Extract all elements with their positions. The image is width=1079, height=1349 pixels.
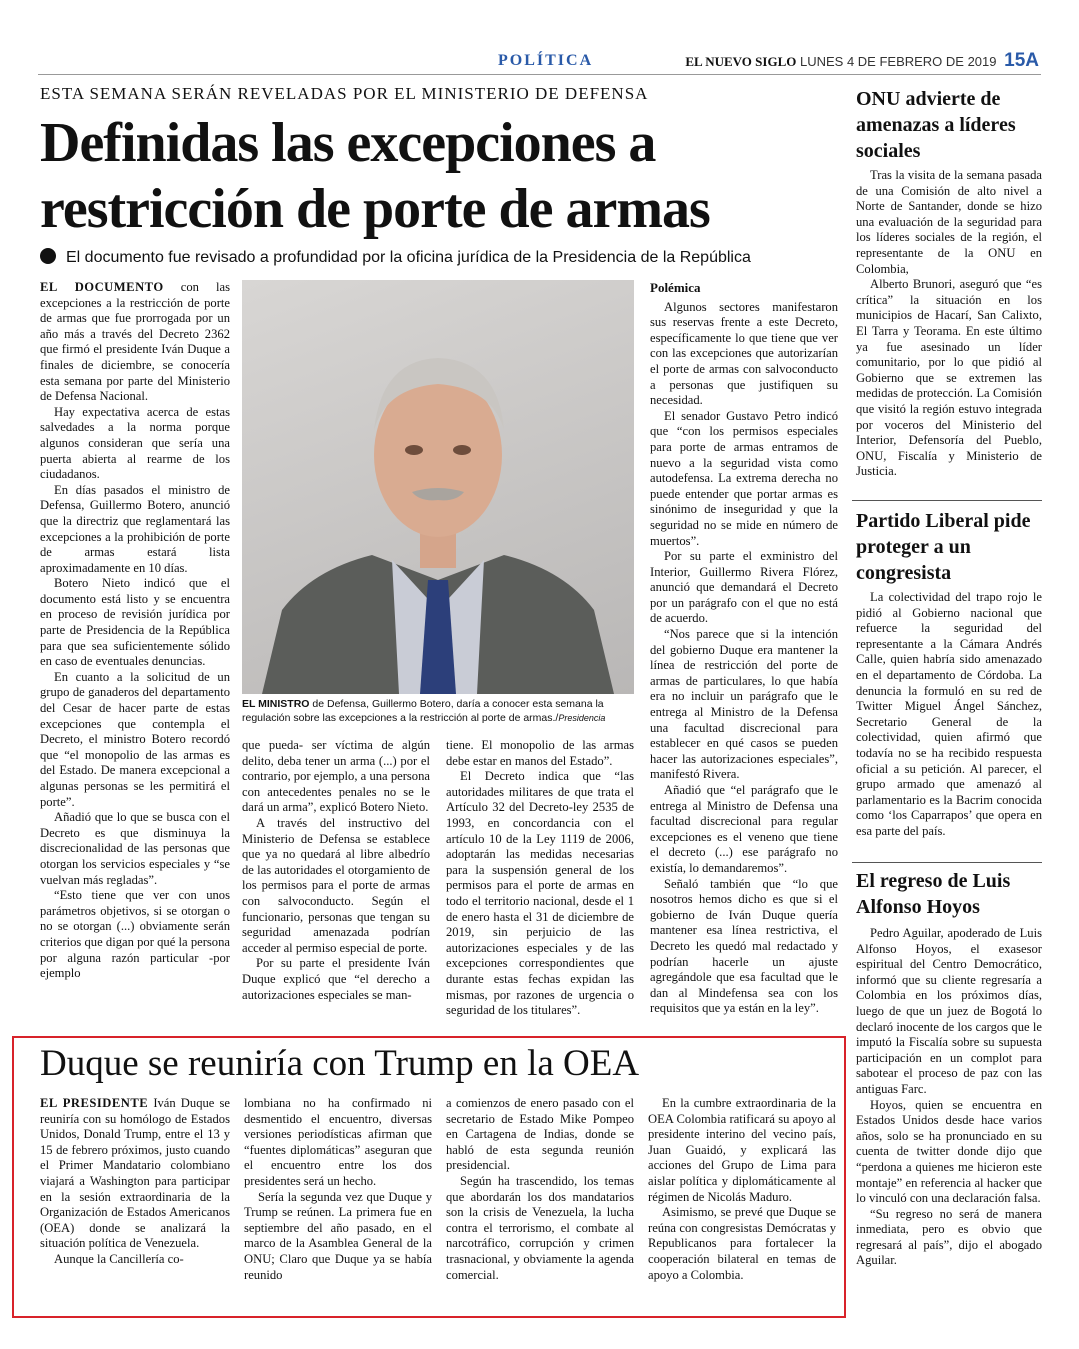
paragraph: Por su parte el exministro del Interior, Guillermo Rivera Flórez, anunció que demandará el Decreto por un parágrafo con el que no está de acuerdo. xyxy=(650,549,838,626)
paragraph: Aunque la Cancillería co- xyxy=(54,1251,184,1266)
paragraph: Añadió que “el parágrafo que le entrega al Ministro de Defensa una facultad discrecional para regular excepciones es el veneno que tiene el decreto (...) ese parágrafo no existía, lo demandaremos”. xyxy=(650,783,838,875)
sidebar-story-hoyos xyxy=(856,926,1042,1321)
box-headline: Duque se reuniría con Trump en la OEA xyxy=(40,1043,640,1084)
kicker: ESTA SEMANA SERÁN REVELADAS POR EL MINISTERIO DE DEFENSA xyxy=(40,84,649,103)
paragraph: Algunos sectores manifestaron sus reservas frente a este Decreto, específicamente lo que tiene que ver con las excepciones que autorizarían el porte de armas con salvoconducto a personas que justifiquen su necesidad. xyxy=(650,299,838,408)
box-column-1 xyxy=(40,1096,230,1306)
portrait-illustration xyxy=(242,280,634,694)
paragraph xyxy=(40,280,230,405)
minister-photo xyxy=(242,280,634,694)
paragraph: tiene. El monopolio de las armas debe estar en manos del Estado”. xyxy=(446,738,634,768)
lead-in: EL DOCUMENTO xyxy=(40,280,164,294)
paragraph xyxy=(40,1096,230,1252)
paragraph: “Su regreso no será de manera inmediata, pero es obvio que regresará al país”, dijo el abogado Aguilar. xyxy=(856,1206,1042,1268)
headline xyxy=(40,110,840,242)
paragraph: Por su parte el presidente Iván Duque explicó que “el derecho a autorizaciones especiales se man- xyxy=(242,956,430,1002)
headline-line-1: Definidas las excepciones a xyxy=(40,112,656,174)
subhead xyxy=(40,248,840,267)
box-column-3 xyxy=(446,1096,634,1306)
sidebar-headline-liberal: Partido Liberal pide proteger a un congresista xyxy=(856,510,1031,584)
masthead xyxy=(685,50,1039,72)
photo-caption xyxy=(242,697,634,725)
header-rule xyxy=(38,74,1041,75)
paragraph: Sería la segunda vez que Duque y Trump se reúnen. La primera fue en septiembre del año pasado, en el marco de la Asamblea General de la ONU; Claro que Duque ya se había reunido xyxy=(244,1189,432,1282)
paragraph-text: Iván Duque se reuniría con su homólogo de Estados Unidos, Donald Trump, entre el 13 y 15 de febrero próximos, justo cuando el Primer Mandatario colombiano viajará a Washington para participar en la sesión extraordinaria de la Organización de Estados Americanos (OEA) donde se analizará la situación política de Venezuela. xyxy=(40,1096,230,1251)
sidebar-headline-onu: ONU advierte de amenazas a líderes sociales xyxy=(856,88,1016,162)
paragraph: “Nos parece que si la intención del gobierno Duque era mantener la línea de restricción del porte de armas de particulares, lo que había era no incluir un parágrafo que le entrega al Ministro de la Defensa una facultad discrecional para establecer en qué casos se pueden hacer las autorizaciones especiales”, manifestó Rivera. xyxy=(650,627,838,782)
sidebar-story-liberal xyxy=(856,590,1042,858)
paragraph: Pedro Aguilar, apoderado de Luis Alfonso Hoyos, el exasesor espiritual del Centro Democrático, informó que su cliente regresaría a Colombia en los próximos días, luego de que un juez de Bogotá lo declaró inocente de los cargos que le imputó la Fiscalía sobre su supuesta participación en un complot para sabotear el proceso de paz con las antiguas Farc. xyxy=(856,926,1042,1096)
subsection-title: Polémica xyxy=(650,280,701,295)
paragraph: Hay expectativa acerca de estas salvedades a la norma porque algunos consideran que sería una puerta abierta al rearme de los ciudadanos. xyxy=(40,404,230,482)
paragraph: Alberto Brunori, aseguró que “es crítica” la situación en los municipios de Hacarí, San Calixto, El Tarra y Teorama. En este último ya fue asesinado un líder comunitario, por lo que pidió al Gobierno que se extremen las medidas de protección. La Comisión que visitó la región estuvo integrada por voceros del Ministerio del Interior, Defensoría del Pueblo, ONU, Fiscalía y Ministerio de Justicia. xyxy=(856,277,1042,479)
article-column-4 xyxy=(650,280,838,1030)
paragraph: La colectividad del trapo rojo le pidió al Gobierno nacional que refuerce la seguridad del representante a la Cámara Andrés Calle, quien habría sido amenazado en el departamento de Córdoba. La denuncia la formuló en su red de Twitter Miguel Ángel Sánchez, Secretario General de la colectividad, quien afirmó que todavía no se ha recibido respuesta oficial a su petición. Al parecer, el grupo armado que amenazó al parlamentario es la Bacrim conocida como ‘los Caparrapos’ que opera en esa parte del país. xyxy=(856,590,1042,838)
paragraph: Botero Nieto indicó que el documento está listo y se encuentra en proceso de revisión jurídica por parte de Presidencia de la República para que sea suficientemente sólido en caso de eventuales denuncias. xyxy=(40,576,230,669)
caption-text: de Defensa, Guillermo Botero, daría a conocer esta semana la regulación sobre las excepciones a la restricción al porte de armas./ xyxy=(242,698,604,724)
photo-credit: Presidencia xyxy=(558,713,606,723)
paragraph: El Decreto indica que “las autoridades militares de que trata el Artículo 32 del Decreto-ley 2535 de 1993, en concordancia con el artículo 10 de la Ley 1119 de 2006, adoptarán las medidas necesarias para la suspensión general de los permisos para el porte de armas en todo el territorio nacional, desde el 1 de enero hasta el 31 de diciembre de 2019, sin perjuicio de las autorizaciones especiales y de las excepciones correspondientes que durante estas fechas expidan las mismas, por razones de urgencia o seguridad de los titulares”. xyxy=(446,769,634,1018)
paragraph: Tras la visita de la semana pasada de una Comisión de alto nivel a Norte de Santander, donde se hizo una evaluación de la seguridad para los líderes sociales de la región, el representante de la ONU en Colombia, xyxy=(856,168,1042,276)
paragraph: Asimismo, se prevé que Duque se reúna con congresistas Demócratas y Republicanos para fortalecer la cooperación bilateral en temas de apoyo a Colombia. xyxy=(648,1205,836,1282)
box-column-4 xyxy=(648,1096,836,1306)
page-number: 15A xyxy=(1004,50,1039,71)
sidebar-story-onu xyxy=(856,168,1042,494)
article-column-3 xyxy=(446,738,634,1030)
paragraph: lombiana no ha confirmado ni desmentido el encuentro, diversas versiones periodísticas afirman que “fuentes diplomáticas” aseguran que el encuentro entre los dos presidentes será un hecho. xyxy=(244,1096,432,1188)
article-column-2 xyxy=(242,738,430,1030)
paragraph: Señaló también que “lo que nosotros hemos dicho es que si el gobierno de Iván Duque quería mantener esa línea restrictiva, el Decreto les quedó mal redactado y podrían hacerle un ajuste agregándole que esa facultad que le dan al Mindefensa sea con los requisitos que ya están en la ley”. xyxy=(650,876,838,1016)
box-column-2 xyxy=(244,1096,432,1306)
sidebar-rule xyxy=(852,862,1042,863)
issue-date: LUNES 4 DE FEBRERO DE 2019 xyxy=(799,54,997,69)
headline-line-2: restricción de porte de armas xyxy=(40,178,710,240)
lead-in: EL PRESIDENTE xyxy=(40,1096,149,1110)
sidebar-headline-hoyos: El regreso de Luis Alfonso Hoyos xyxy=(856,870,1011,918)
paragraph: que pueda- ser víctima de algún delito, deba tener un arma (...) por el contrario, por ejemplo, a una persona con antecedentes penales no se le dará un arma”, explicó Botero Nieto. xyxy=(242,738,430,815)
paragraph: Hoyos, quien se encuentra en Estados Unidos desde hace varios años, solo se ha pronunciado en su cuenta de twitter donde dijo que “perdona a quienes me hicieron este montaje” en referencia al hacker que lo vinculó con una declaración falsa. xyxy=(856,1097,1042,1206)
paragraph: A través del instructivo del Ministerio de Defensa se establece que ya no quedará al libre albedrío de las autoridades el otorgamiento de los permisos para el porte de armas con salvoconducto. Según el funcionario, personas que tengan su seguridad amenazada podrían acceder al permiso especial de porte. xyxy=(242,815,430,955)
paragraph: En días pasados el ministro de Defensa, Guillermo Botero, anunció que la directriz que reglamentará las excepciones a la prohibición de porte de armas estará lista aproximadamente en 10 días. xyxy=(40,482,230,575)
paper-name: EL NUEVO SIGLO xyxy=(685,54,797,69)
paragraph: En la cumbre extraordinaria de la OEA Colombia ratificará su apoyo al presidente interino del vecino país, Juan Guaidó, y explicará las acciones del Grupo de Lima para aislar política y diplomáticamente al régimen de Nicolás Maduro. xyxy=(648,1096,836,1204)
subhead-text: El documento fue revisado a profundidad por la oficina jurídica de la Presidencia de la República xyxy=(66,249,751,266)
paragraph: “Esto tiene que ver con unos parámetros objetivos, si se otorgan o no se otorgan (...) obviamente serán criterios que digan por qué la persona por alguna razón particular -por ejemplo xyxy=(40,888,230,981)
paragraph-text: con las excepciones a la restricción de porte de armas que fue prorrogada por un año más a través del Decreto 2362 que firmó el presidente Iván Duque a finales de diciembre, se conocería esta semana por parte del Ministerio de Defensa Nacional. xyxy=(40,280,230,404)
bullet-icon xyxy=(40,248,56,264)
paragraph: Según ha trascendido, los temas que abordarán los dos mandatarios son la crisis de Venezuela, la lucha contra el terrorismo, el combate al narcotráfico, corrupción y crimen trasnacional, y obviamente la agenda comercial. xyxy=(446,1173,634,1282)
paragraph: En cuanto a la solicitud de un grupo de ganaderos del departamento del Cesar de hacer parte de estas excepciones que contempla el Decreto, el ministro Botero recordó que “el monopolio de las armas es del Estado. De manera excepcional a algunas personas se les permitirá el porte”. xyxy=(40,669,230,809)
paragraph: Añadió que lo que se busca con el Decreto es que disminuya la discrecionalidad de las personas que otorgan los servicios especiales y “se vuelvan más regladas”. xyxy=(40,810,230,887)
paragraph: a comienzos de enero pasado con el secretario de Estado Mike Pompeo en Cartagena de Indias, donde se habló de esta segunda reunión presidencial. xyxy=(446,1096,634,1173)
section-label: POLÍTICA xyxy=(498,52,594,69)
caption-lead: EL MINISTRO xyxy=(242,698,310,710)
article-column-1 xyxy=(40,280,230,1030)
paragraph: El senador Gustavo Petro indicó que “con los permisos especiales para porte de armas entramos de nuevo a la seguridad vista como autodefensa. La extrema derecha no puede entender que portar armas es sinónimo de inseguridad y que la seguridad no se mide en número de muertos”. xyxy=(650,408,838,548)
sidebar-rule xyxy=(852,500,1042,501)
